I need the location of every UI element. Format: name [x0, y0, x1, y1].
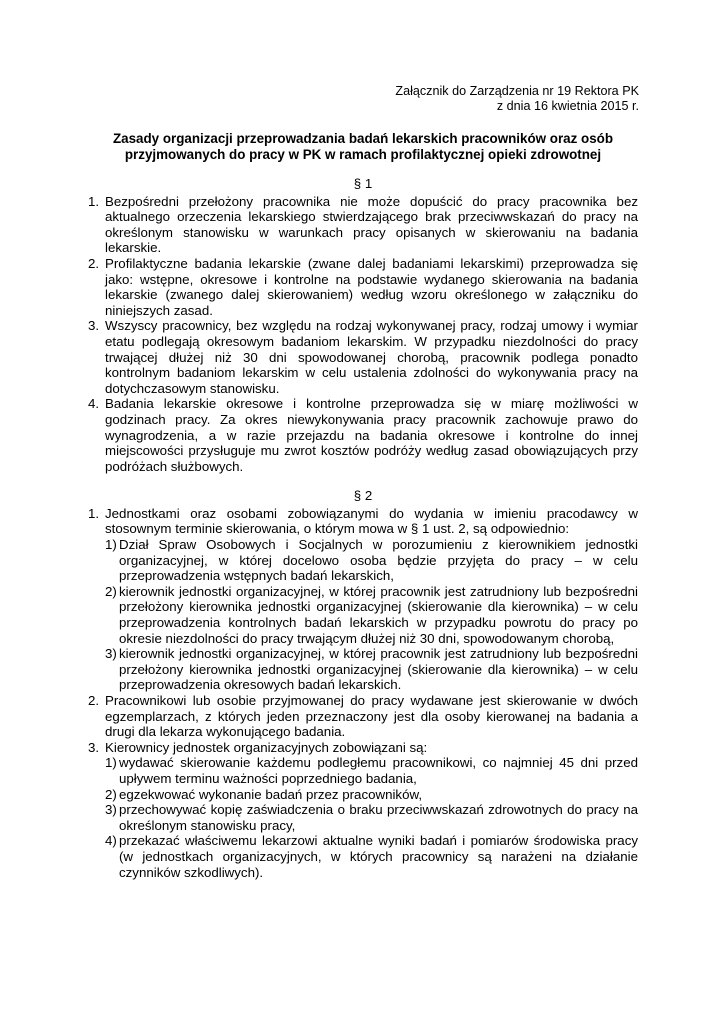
section-2-mark: § 2: [353, 488, 373, 504]
section-1-item: [88, 256, 638, 318]
sub-item-text: kierownik jednostki organizacyjnej, w której pracownik jest zatrudniony lub bezpośredni przełożony kierownika jednostki organizacyjnej (skierowanie dla kierownika) – w celu przeprowadzenia kontrolnych badań lekarskich w przypadku powrotu do pracy po okresie niezdolności do pracy trwającym dłużej niż 30 dni, spowodowanym chorobą,: [119, 583, 638, 646]
item-number: 3.: [88, 318, 100, 334]
item-text: Jednostkami oraz osobami zobowiązanymi do wydania w imieniu pracodawcy w stosownym terminie skierowania, o którym mowa w § 1 ust. 2, są odpowiednio:: [105, 505, 638, 537]
sub-item: [105, 537, 638, 584]
section-1-list: [88, 194, 638, 475]
sub-item: [105, 802, 638, 833]
item-text: Bezpośredni przełożony pracownika nie może dopuścić do pracy pracownika bez aktualnego orzeczenia lekarskiego stwierdzającego brak przeciwwskazań do pracy na określonym stanowisku w warunkach pracy opisanych w skierowaniu na badania lekarskie.: [105, 193, 638, 256]
sub-item-text: kierownik jednostki organizacyjnej, w której pracownik jest zatrudniony lub bezpośredni przełożony kierownika jednostki organizacyjnej (skierowanie dla kierownika) – w celu przeprowadzenia okresowych badań lekarskich.: [119, 646, 638, 693]
item-text: Kierownicy jednostek organizacyjnych zobowiązani są:: [105, 739, 428, 755]
sub-item: [105, 755, 638, 786]
section-1-item: [88, 318, 638, 396]
section-1-item: [88, 396, 638, 474]
item-number: 1.: [88, 505, 100, 521]
item-number: 2.: [88, 693, 100, 708]
sub-item-number: 3): [105, 802, 117, 818]
sub-item-number: 3): [105, 646, 117, 662]
annex-line-2: z dnia 16 kwietnia 2015 r.: [496, 99, 639, 114]
sub-item: [105, 787, 638, 803]
section-1-item: [88, 194, 638, 256]
section-1-mark: § 1: [353, 176, 373, 191]
sub-item-number: 1): [105, 537, 117, 553]
title-line-2: przyjmowanych do pracy w PK w ramach profilaktycznej opieki zdrowotnej: [124, 147, 602, 162]
sub-item-number: 2): [105, 786, 117, 802]
sub-item: [105, 833, 638, 880]
sub-item-text: egzekwować wykonanie badań przez pracowników,: [119, 786, 423, 802]
item-number: 1.: [88, 193, 100, 209]
sub-item-number: 1): [105, 755, 117, 771]
section-2-item: [88, 693, 638, 740]
item-number: 2.: [88, 255, 100, 271]
annex-line-1: Załącznik do Zarządzenia nr 19 Rektora PK: [395, 84, 639, 98]
section-2-list: [88, 506, 638, 880]
sub-list: [105, 537, 638, 693]
section-2-item: [88, 506, 638, 693]
annex-header: [395, 84, 639, 114]
item-number: 4.: [88, 396, 100, 412]
sub-item: [105, 646, 638, 693]
title-line-1: Zasady organizacji przeprowadzania badań lekarskich pracowników oraz osób: [112, 131, 614, 146]
sub-item-number: 2): [105, 583, 117, 599]
item-text: Badania lekarskie okresowe i kontrolne przeprowadza się w miarę możliwości w godzinach pracy. Za okres niewykonywania pracy pracownik zachowuje prawo do wynagrodzenia, a w razie przejazdu na badania okresowe i kontrolne do innej miejscowości przysługuje mu zwrot kosztów podróży według zasad obowiązujących przy podróżach służbowych.: [105, 396, 638, 474]
document-title: [88, 131, 638, 163]
sub-item: [105, 584, 638, 646]
document-body: [88, 176, 638, 880]
sub-item-text: Dział Spraw Osobowych i Socjalnych w porozumieniu z kierownikiem jednostki organizacyjnej, w której docelowo osoba będzie przyjęta do pracy – w celu przeprowadzenia wstępnych badań lekarskich,: [119, 537, 638, 584]
item-text: Pracownikowi lub osobie przyjmowanej do pracy wydawane jest skierowanie w dwóch egzemplarzach, z których jeden przeznaczony jest dla osoby kierowanej na badania a drugi dla lekarza wykonującego badania.: [105, 693, 638, 740]
item-text: Wszyscy pracownicy, bez względu na rodzaj wykonywanej pracy, rodzaj umowy i wymiar etatu podlegają okresowym badaniom lekarskim. W przypadku niezdolności do pracy trwającej dłużej niż 30 dni spowodowanej chorobą, pracownik podlega ponadto kontrolnym badaniom lekarskim w celu ustalenia zdolności do wykonywania pracy na dotychczasowym stanowisku.: [105, 318, 638, 396]
sub-list: [105, 755, 638, 880]
sub-item-text: wydawać skierowanie każdemu podległemu pracownikowi, co najmniej 45 dni przed upływem terminu ważności poprzedniego badania,: [119, 755, 638, 786]
sub-item-text: przekazać właściwemu lekarzowi aktualne wyniki badań i pomiarów środowiska pracy (w jednostkach organizacyjnych, w których pracownicy są narażeni na działanie czynników szkodliwych).: [119, 833, 638, 880]
sub-item-number: 4): [105, 833, 117, 849]
section-2-item: [88, 740, 638, 880]
sub-item-text: przechowywać kopię zaświadczenia o braku przeciwwskazań zdrowotnych do pracy na określonym stanowisku pracy,: [119, 802, 638, 833]
item-number: 3.: [88, 739, 100, 755]
item-text: Profilaktyczne badania lekarskie (zwane dalej badaniami lekarskimi) przeprowadza się jako: wstępne, okresowe i kontrolne na podstawie wydanego skierowania na badania lekarskie (zwanego dalej skierowaniem) według wzoru określonego w załączniku do niniejszych zasad.: [105, 255, 638, 318]
